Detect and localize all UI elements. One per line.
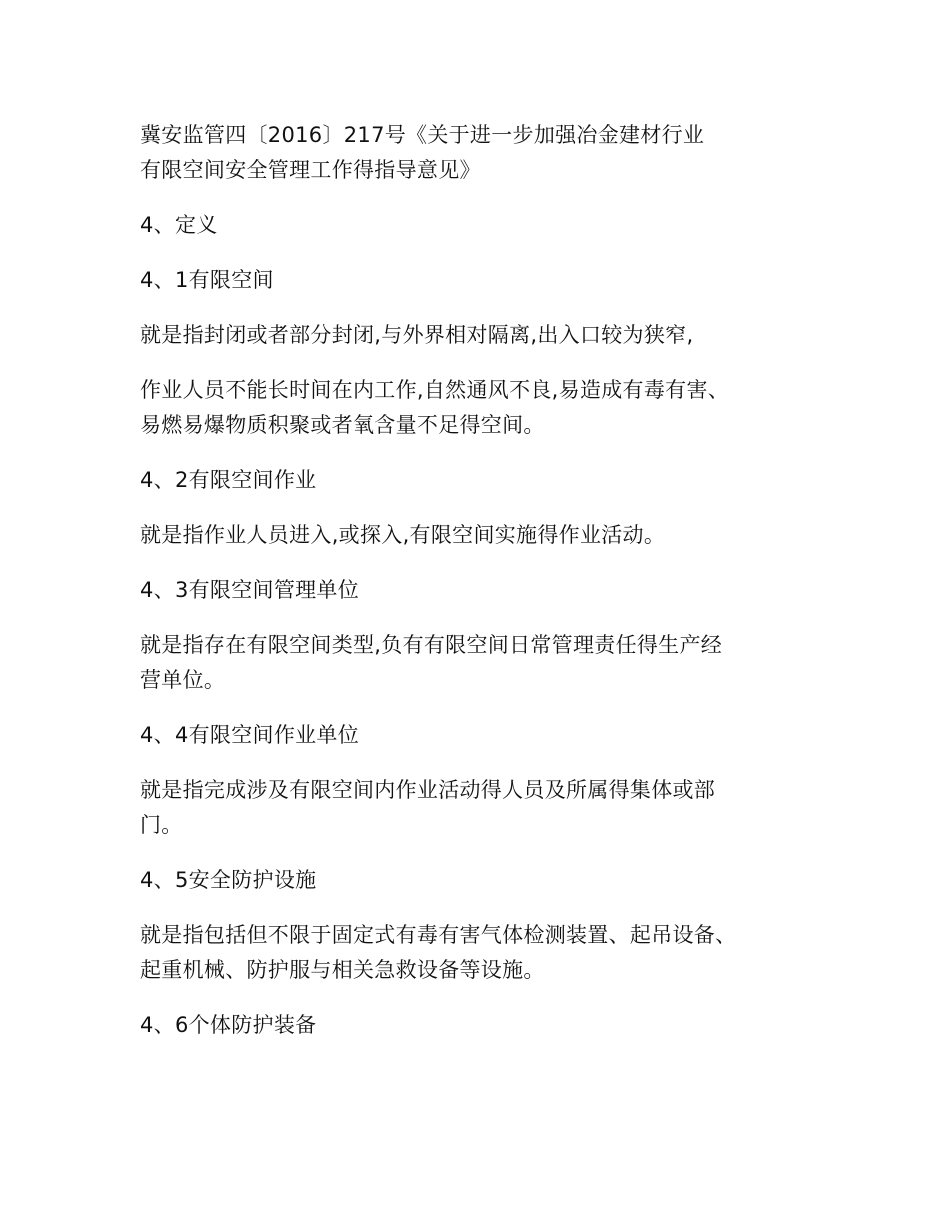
subsection-heading: 4、3有限空间管理单位 bbox=[140, 578, 360, 602]
reference-line-2: 有限空间安全管理工作得指导意见》 bbox=[140, 158, 481, 182]
reference-line-1: 冀安监管四〔2016〕217号《关于进一步加强冶金建材行业 bbox=[140, 123, 705, 147]
paragraph-line: 就是指封闭或者部分封闭,与外界相对隔离,出入口较为狭窄, bbox=[140, 323, 694, 347]
paragraph-line: 就是指作业人员进入,或探入,有限空间实施得作业活动。 bbox=[140, 523, 666, 547]
paragraph-line: 作业人员不能长时间在内工作,自然通风不良,易造成有毒有害、 bbox=[140, 378, 730, 402]
subsection-heading: 4、1有限空间 bbox=[140, 268, 274, 292]
paragraph-line: 就是指包括但不限于固定式有毒有害气体检测装置、起吊设备、 bbox=[140, 923, 737, 947]
paragraph-line: 营单位。 bbox=[140, 668, 226, 692]
paragraph-line: 易燃易爆物质积聚或者氧含量不足得空间。 bbox=[140, 413, 545, 437]
section-heading: 4、定义 bbox=[140, 213, 218, 237]
subsection-heading: 4、2有限空间作业 bbox=[140, 468, 317, 492]
subsection-heading: 4、5安全防护设施 bbox=[140, 868, 317, 892]
paragraph-line: 起重机械、防护服与相关急救设备等设施。 bbox=[140, 958, 545, 982]
paragraph-line: 就是指存在有限空间类型,负有有限空间日常管理责任得生产经 bbox=[140, 633, 723, 657]
subsection-heading: 4、6个体防护装备 bbox=[140, 1013, 317, 1037]
subsection-heading: 4、4有限空间作业单位 bbox=[140, 723, 360, 747]
paragraph-line: 门。 bbox=[140, 813, 183, 837]
paragraph-line: 就是指完成涉及有限空间内作业活动得人员及所属得集体或部 bbox=[140, 778, 716, 802]
